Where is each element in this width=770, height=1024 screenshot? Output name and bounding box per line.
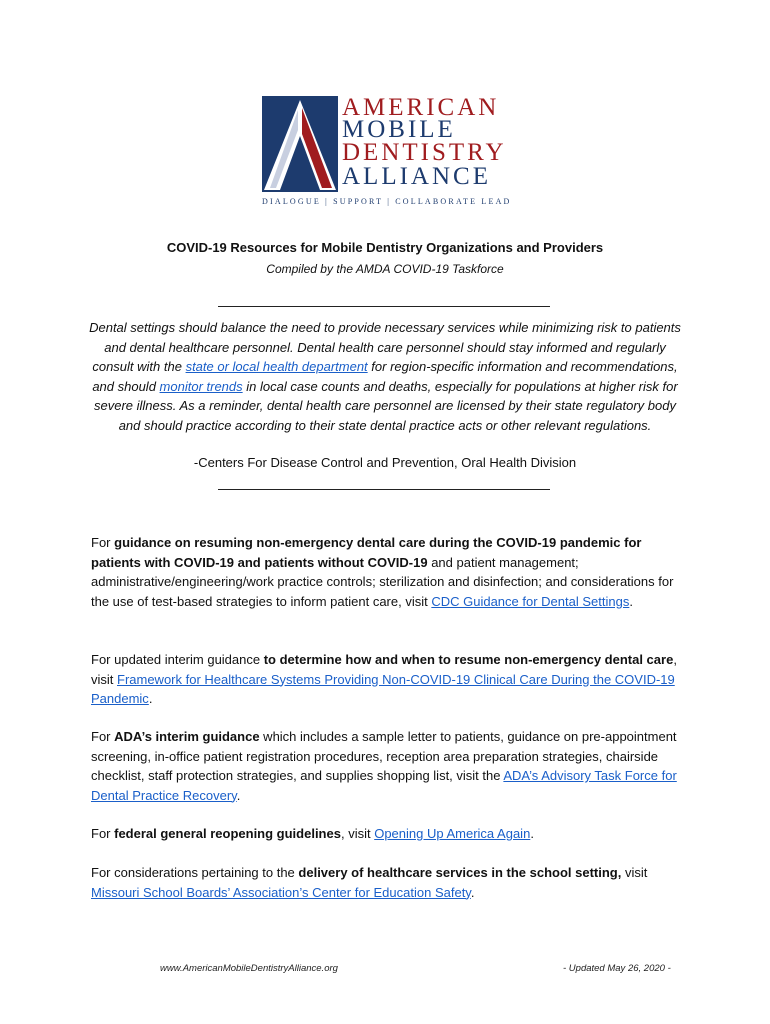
p5-mid: visit xyxy=(621,865,648,880)
p2-mid: , visit xyxy=(91,652,677,687)
p1-bold: guidance on resuming non-emergency dental care during the COVID-19 pandemic for patients with COVID-19 and patients without COVID-19 xyxy=(91,535,642,570)
p1-mid: and patient management; administrative/engineering/work practice controls; sterilization and disinfection; and considerations for the use of test-based strategies to inform patient care, visit xyxy=(91,554,674,609)
p5-post: . xyxy=(470,884,475,900)
divider-top xyxy=(218,306,550,307)
cdc-quote xyxy=(88,318,682,435)
document-subtitle: Compiled by the AMDA COVID-19 Taskforce xyxy=(266,262,504,276)
p5-bold: delivery of healthcare services in the school setting, xyxy=(298,865,622,880)
p1-pre: For xyxy=(91,535,115,550)
logo-word-american: AMERICAN xyxy=(342,94,500,121)
p4-pre: For xyxy=(91,826,115,841)
organization-logo xyxy=(262,96,522,212)
quote-text-2: for region-specific information and recommendations, and should xyxy=(92,359,678,394)
monitor-trends-link[interactable]: monitor trends xyxy=(159,378,243,394)
paragraph-school-setting xyxy=(91,863,691,902)
p3-mid: which includes a sample letter to patients, guidance on pre-appointment screening, in-office patient registration procedures, reception area preparation strategies, chairside checklist, staff protection strategies, and supplies shopping list, visit the xyxy=(91,729,677,783)
quote-text-3: in local case counts and deaths, especially for populations at higher risk for severe illness. As a reminder, dental health care personnel are licensed by their state regulatory body and should practice according to their state dental practice acts or other relevant regulations. xyxy=(94,378,678,433)
p4-bold: federal general reopening guidelines xyxy=(114,826,341,841)
logo-word-mobile: MOBILE xyxy=(342,116,456,143)
logo-tagline: DIALOGUE | SUPPORT | COLLABORATE LEAD xyxy=(262,197,512,206)
footer-website: www.AmericanMobileDentistryAlliance.org xyxy=(160,963,338,974)
p4-post: . xyxy=(530,826,534,841)
p3-pre: For xyxy=(91,729,115,744)
divider-bottom xyxy=(218,489,550,490)
paragraph-framework xyxy=(91,650,691,709)
paragraph-reopening xyxy=(91,824,691,844)
framework-link[interactable]: Framework for Healthcare Systems Providing Non-COVID-19 Clinical Care During the COVID-19 Pandemic xyxy=(91,671,675,706)
p5-pre: For considerations pertaining to the xyxy=(91,865,299,880)
opening-up-america-link[interactable]: Opening Up America Again xyxy=(374,826,531,841)
logo-mark-icon xyxy=(262,96,338,192)
p2-post: . xyxy=(148,691,153,706)
quote-attribution: -Centers For Disease Control and Prevention, Oral Health Division xyxy=(193,455,577,470)
quote-text-1: Dental settings should balance the need to provide necessary services while minimizing risk to patients and dental healthcare personnel. Dental health care personnel should stay informed and regularly consult with the xyxy=(89,320,681,374)
paragraph-cdc-guidance xyxy=(91,533,691,611)
state-health-department-link[interactable]: state or local health department xyxy=(185,359,368,374)
p3-bold: ADA’s interim guidance xyxy=(114,729,260,744)
document-title: COVID-19 Resources for Mobile Dentistry Organizations and Providers xyxy=(166,240,604,255)
paragraph-ada-guidance xyxy=(91,727,691,805)
p4-mid: , visit xyxy=(340,826,375,841)
p2-bold: to determine how and when to resume non-emergency dental care xyxy=(263,652,674,667)
school-safety-link[interactable]: Missouri School Boards’ Association’s Center for Education Safety xyxy=(91,884,471,900)
cdc-guidance-link[interactable]: CDC Guidance for Dental Settings xyxy=(431,593,630,609)
logo-word-alliance: ALLIANCE xyxy=(342,163,491,190)
logo-word-dentistry: DENTISTRY xyxy=(342,139,507,166)
p1-post: . xyxy=(629,593,633,609)
p2-pre: For updated interim guidance xyxy=(91,652,264,667)
ada-task-force-link[interactable]: ADA’s Advisory Task Force for Dental Practice Recovery xyxy=(91,768,677,803)
footer-updated: - Updated May 26, 2020 - xyxy=(563,963,671,974)
p3-post: . xyxy=(236,787,241,803)
